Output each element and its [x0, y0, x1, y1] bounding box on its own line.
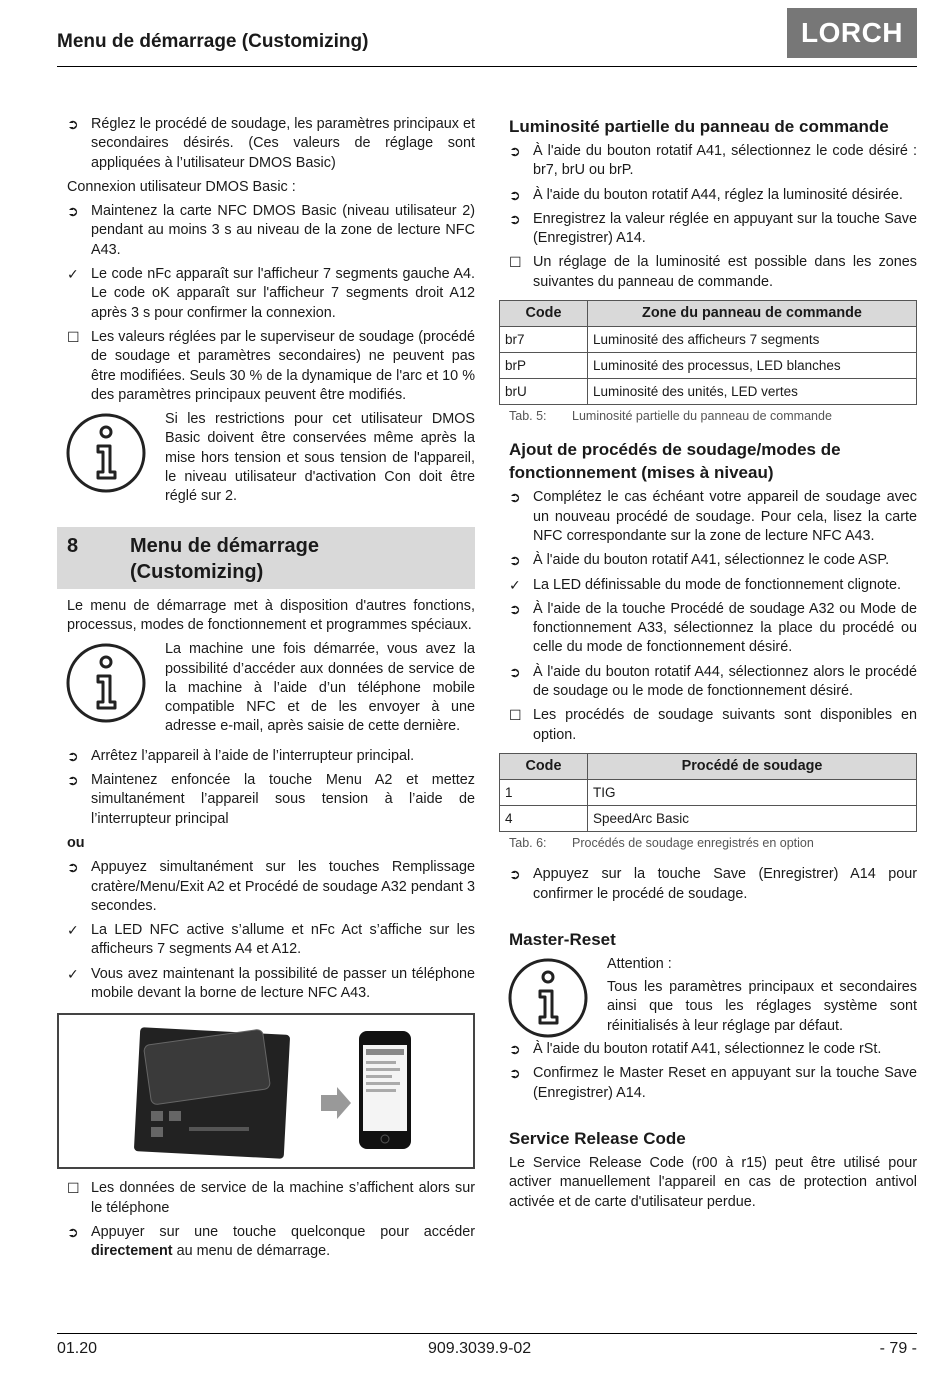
- info-icon: [65, 642, 147, 724]
- list-item: ➲ À l'aide de la touche Procédé de soudage A32 ou Mode de fonctionnement A33, sélectionnez la place du procédé ou celle du mode de fonctionnement désiré.: [509, 600, 917, 656]
- checkbox-icon: ☐: [67, 1180, 80, 1197]
- footer-doc-number: 909.3039.9-02: [428, 1340, 532, 1357]
- table-header: Zone du panneau de commande: [588, 301, 917, 327]
- or-label: ou: [67, 834, 85, 851]
- list-item: ☐ Un réglage de la luminosité est possible dans les zones suivantes du panneau de commande.: [509, 254, 917, 290]
- check-icon: ✓: [67, 266, 79, 283]
- list-item: ➲ Réglez le procédé de soudage, les paramètres principaux et secondaires désirés. (Ces valeurs de réglage sont appliquées à l’utilisateur DMOS Basic): [67, 116, 475, 171]
- process-table: [499, 753, 917, 832]
- arrow-icon: ➲: [509, 1065, 521, 1082]
- page-title: Menu de démarrage (Customizing): [57, 31, 369, 52]
- arrow-icon: ➲: [509, 552, 521, 569]
- list-item: ➲ Maintenez enfoncée la touche Menu A2 et mettez simultanément l’appareil sous tension à l’aide de l’interrupteur principal: [67, 772, 475, 827]
- table-row: br7 Luminosité des afficheurs 7 segments: [500, 327, 917, 353]
- arrow-icon: ➲: [509, 866, 521, 883]
- info-note: Si les restrictions pour cet utilisateur DMOS Basic doivent être conservées même après la mise hors tension et sous tension de l'appareil, le niveau utilisateur d'activation Con doit être réglé sur 2.: [57, 410, 475, 506]
- list-item: ➲ À l'aide du bouton rotatif A41, sélectionnez le code désiré : br7, brU ou brP.: [509, 143, 917, 179]
- list-item: ➲ À l'aide du bouton rotatif A44, réglez la luminosité désirée.: [499, 186, 917, 205]
- nfc-illustration: [57, 1013, 475, 1169]
- table-header: Code: [500, 301, 588, 327]
- nfc-phone-illustration: [59, 1015, 473, 1167]
- list-item: ☐ Les procédés de soudage suivants sont disponibles en option.: [509, 707, 917, 743]
- footer-date: 01.20: [57, 1340, 98, 1357]
- paragraph: Connexion utilisateur DMOS Basic :: [67, 178, 296, 195]
- lorch-logo: LORCH: [787, 8, 917, 58]
- arrow-icon: ➲: [509, 663, 521, 680]
- info-note: La machine une fois démarrée, vous avez la possibilité d’accéder aux données de service de la machine à l’aide d’un téléphone mobile compatible NFC et de les envoyer à une adresse e-mail, après saisie de cette dernière.: [57, 640, 475, 736]
- checkbox-icon: ☐: [67, 328, 80, 345]
- brightness-table: [499, 300, 917, 405]
- table-row: 1 TIG: [500, 779, 917, 805]
- list-item: ➲ Appuyez simultanément sur les touches Remplissage cratère/Menu/Exit A2 et Procédé de soudage A32 pendant 3 secondes.: [67, 859, 475, 914]
- list-item: ➲ Arrêtez l’appareil à l’aide de l’interrupteur principal.: [57, 747, 475, 766]
- list-item: ➲ Complétez le cas échéant votre appareil de soudage avec un nouveau procédé de soudage. Pour cela, lisez la carte NFC correspondante sur la zone de lecture NFC A43.: [509, 489, 917, 544]
- arrow-icon: ➲: [509, 186, 521, 203]
- list-item: ☐ Les données de service de la machine s’affichent alors sur le téléphone: [67, 1180, 475, 1216]
- subheading: Master-Reset: [509, 929, 616, 949]
- checkbox-icon: ☐: [509, 707, 522, 724]
- arrow-icon: ➲: [67, 747, 79, 764]
- subheading: Ajout de procédés de soudage/modes de fonctionnement (mises à niveau): [509, 440, 841, 483]
- paragraph: Le Service Release Code (r00 à r15) peut être utilisé pour activer manuellement l'appareil en cas de protection antivol activée et de carte d'utilisateur perdue.: [509, 1154, 917, 1210]
- table-row: 4 SpeedArc Basic: [500, 805, 917, 831]
- footer-rule: [57, 1333, 917, 1334]
- list-item: ➲ Appuyer sur une touche quelconque pour accéder directement au menu de démarrage.: [67, 1223, 475, 1260]
- header-rule: [57, 66, 917, 67]
- subheading: Luminosité partielle du panneau de commande: [509, 117, 889, 136]
- table-caption: Tab. 6: Procédés de soudage enregistrés en option: [509, 835, 814, 850]
- table-caption: Tab. 5: Luminosité partielle du panneau de commande: [509, 409, 832, 424]
- list-item: ➲ À l'aide du bouton rotatif A41, sélectionnez le code rSt.: [499, 1040, 917, 1059]
- page-number: - 79 -: [879, 1340, 917, 1357]
- list-item: ➲ Enregistrez la valeur réglée en appuyant sur la touche Save (Enregistrer) A14.: [509, 210, 917, 247]
- check-icon: ✓: [509, 576, 521, 593]
- table-header: Procédé de soudage: [588, 753, 917, 779]
- info-icon: [65, 412, 147, 494]
- list-item: ☐ Les valeurs réglées par le superviseur de soudage (procédé de soudage et paramètres secondaires) ne peuvent pas être modifiées. Seuls 30 % de la dynamique de l'arc et 10 % des paramètres principaux peuvent être modifiés.: [67, 328, 475, 403]
- check-icon: ✓: [67, 922, 79, 939]
- arrow-icon: ➲: [509, 210, 521, 227]
- list-item: ➲ Appuyez sur la touche Save (Enregistrer) A14 pour confirmer le procédé de soudage.: [509, 866, 917, 902]
- arrow-icon: ➲: [509, 143, 521, 159]
- list-item: ➲ Confirmez le Master Reset en appuyant sur la touche Save (Enregistrer) A14.: [509, 1065, 917, 1101]
- left-column: [57, 115, 475, 1266]
- arrow-icon: ➲: [509, 489, 521, 506]
- arrow-icon: ➲: [509, 1041, 521, 1058]
- checkbox-icon: ☐: [509, 254, 522, 271]
- table-row: brU Luminosité des unités, LED vertes: [500, 379, 917, 405]
- table-header: Code: [500, 753, 588, 779]
- section-title: Menu de démarrage (Customizing): [130, 534, 319, 583]
- section-heading: [57, 527, 475, 589]
- section-number: 8: [67, 534, 79, 557]
- info-icon: [507, 957, 589, 1039]
- list-item: ➲ À l'aide du bouton rotatif A44, sélectionnez alors le procédé de soudage ou le mode de fonctionnement désiré.: [509, 663, 917, 700]
- list-item: ➲ À l'aide du bouton rotatif A41, sélectionnez le code ASP.: [499, 551, 917, 570]
- list-item: ✓ La LED définissable du mode de fonctionnement clignote.: [499, 576, 917, 595]
- arrow-icon: ➲: [67, 859, 79, 876]
- arrow-icon: ➲: [67, 772, 79, 789]
- paragraph: Le menu de démarrage met à disposition d'autres fonctions, processus, modes de fonctionnement et programmes spéciaux.: [67, 597, 475, 633]
- arrow-icon: ➲: [67, 1223, 79, 1240]
- list-item: ✓ Vous avez maintenant la possibilité de passer un téléphone mobile devant la borne de lecture NFC A43.: [67, 965, 475, 1001]
- arrow-icon: ➲: [67, 116, 79, 132]
- arrow-icon: ➲: [509, 600, 521, 617]
- list-item: ➲ Maintenez la carte NFC DMOS Basic (niveau utilisateur 2) pendant au moins 3 s au niveau de la zone de lecture NFC A43.: [67, 203, 475, 258]
- right-column: [499, 115, 917, 1217]
- check-icon: ✓: [67, 965, 79, 982]
- list-item: ✓ La LED NFC active s’allume et nFc Act s’affiche sur les afficheurs 7 segments A4 et A12.: [67, 922, 475, 958]
- table-row: brP Luminosité des processus, LED blanches: [500, 353, 917, 379]
- list-item: ✓ Le code nFc apparaît sur l'afficheur 7 segments gauche A4. Le code oK apparaît sur l'afficheur 7 segments droit A12 après 3 s pour confirmer la connexion.: [67, 266, 475, 321]
- subheading: Service Release Code: [509, 1128, 686, 1148]
- arrow-icon: ➲: [67, 203, 79, 220]
- info-note: Attention : Tous les paramètres principaux et secondaires ainsi que tous les réglages système sont réinitialisés à leur réglage par défaut.: [499, 955, 917, 1036]
